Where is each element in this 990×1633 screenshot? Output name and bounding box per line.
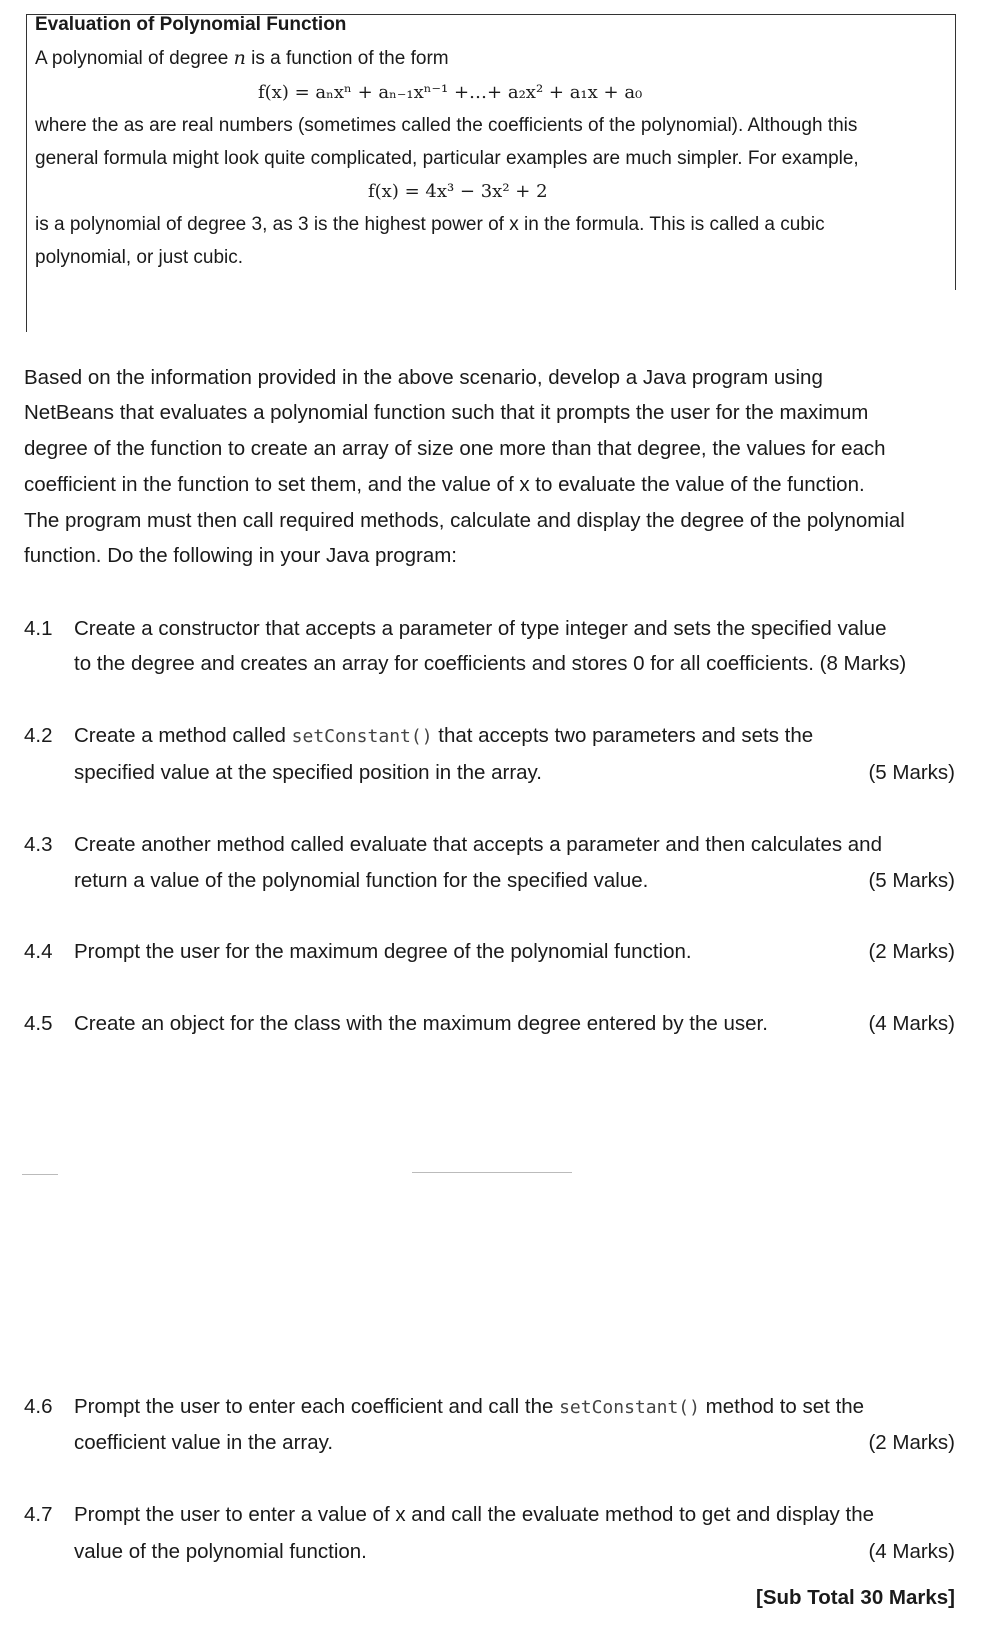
example-polynomial-formula: f(x) = 4x³ − 3x² + 2 bbox=[368, 181, 548, 202]
question-text: Create a constructor that accepts a parameter of type integer and sets the specified value bbox=[74, 617, 887, 640]
question-text: Prompt the user to enter a value of x and call the evaluate method to get and display the bbox=[74, 1503, 875, 1526]
scenario-title: Evaluation of Polynomial Function bbox=[35, 14, 347, 35]
scenario-intro: A polynomial of degree n is a function of the form bbox=[35, 47, 449, 69]
question-text: value of the polynomial function. bbox=[74, 1540, 367, 1563]
question-text: Create a method called setConstant() that accepts two parameters and sets the bbox=[74, 724, 814, 747]
question-marks: (4 Marks) bbox=[868, 1012, 955, 1035]
question-number: 4.1 bbox=[24, 617, 53, 640]
question-marks: (2 Marks) bbox=[868, 1431, 955, 1454]
question-text: return a value of the polynomial function for the specified value. bbox=[74, 869, 649, 892]
task-line: NetBeans that evaluates a polynomial function such that it prompts the user for the maximum bbox=[24, 401, 869, 424]
question-text: Create an object for the class with the maximum degree entered by the user. bbox=[74, 1012, 768, 1035]
question-number: 4.4 bbox=[24, 940, 53, 963]
question-text: Create another method called evaluate that accepts a parameter and then calculates and bbox=[74, 833, 882, 856]
question-text: Prompt the user for the maximum degree of the polynomial function. bbox=[74, 940, 692, 963]
question-text: to the degree and creates an array for coefficients and stores 0 for all coefficients. (8 Marks) bbox=[74, 652, 907, 675]
task-line: coefficient in the function to set them, and the value of x to evaluate the value of the function. bbox=[24, 473, 865, 496]
divider bbox=[412, 1172, 572, 1173]
task-line: Based on the information provided in the above scenario, develop a Java program using bbox=[24, 366, 823, 389]
question-text: Prompt the user to enter each coefficient and call the setConstant() method to set the bbox=[74, 1395, 865, 1418]
question-text: coefficient value in the array. bbox=[74, 1431, 334, 1454]
task-line: The program must then call required methods, calculate and display the degree of the polynomial bbox=[24, 509, 905, 532]
method-name-code: setConstant() bbox=[559, 1397, 700, 1418]
question-marks: (2 Marks) bbox=[868, 940, 955, 963]
question-number: 4.2 bbox=[24, 724, 53, 747]
question-number: 4.3 bbox=[24, 833, 53, 856]
method-name-code: setConstant() bbox=[291, 726, 433, 747]
task-line: degree of the function to create an array of size one more than that degree, the values for each bbox=[24, 437, 886, 460]
task-line: function. Do the following in your Java program: bbox=[24, 544, 458, 567]
question-number: 4.5 bbox=[24, 1012, 53, 1035]
question-text: specified value at the specified position in the array. bbox=[74, 761, 542, 784]
general-polynomial-formula: f(x) = aₙxⁿ + aₙ₋₁xⁿ⁻¹ +…+ a₂x² + a₁x + a₀ bbox=[258, 82, 643, 103]
scenario-text-line-1: where the as are real numbers (sometimes called the coefficients of the polynomial). Although this bbox=[35, 115, 858, 136]
question-marks: (5 Marks) bbox=[868, 869, 955, 892]
subtotal-marks: [Sub Total 30 Marks] bbox=[756, 1586, 955, 1609]
question-number: 4.7 bbox=[24, 1503, 53, 1526]
divider bbox=[22, 1174, 58, 1175]
question-marks: (5 Marks) bbox=[868, 761, 955, 784]
scenario-text-line-2: general formula might look quite complicated, particular examples are much simpler. For example, bbox=[35, 148, 859, 169]
scenario-text-line-4: polynomial, or just cubic. bbox=[35, 247, 244, 268]
scenario-text-line-3: is a polynomial of degree 3, as 3 is the highest power of x in the formula. This is called a cubic bbox=[35, 214, 825, 235]
scenario-box-bottom-gap bbox=[27, 290, 990, 335]
question-marks: (4 Marks) bbox=[868, 1540, 955, 1563]
question-number: 4.6 bbox=[24, 1395, 53, 1418]
